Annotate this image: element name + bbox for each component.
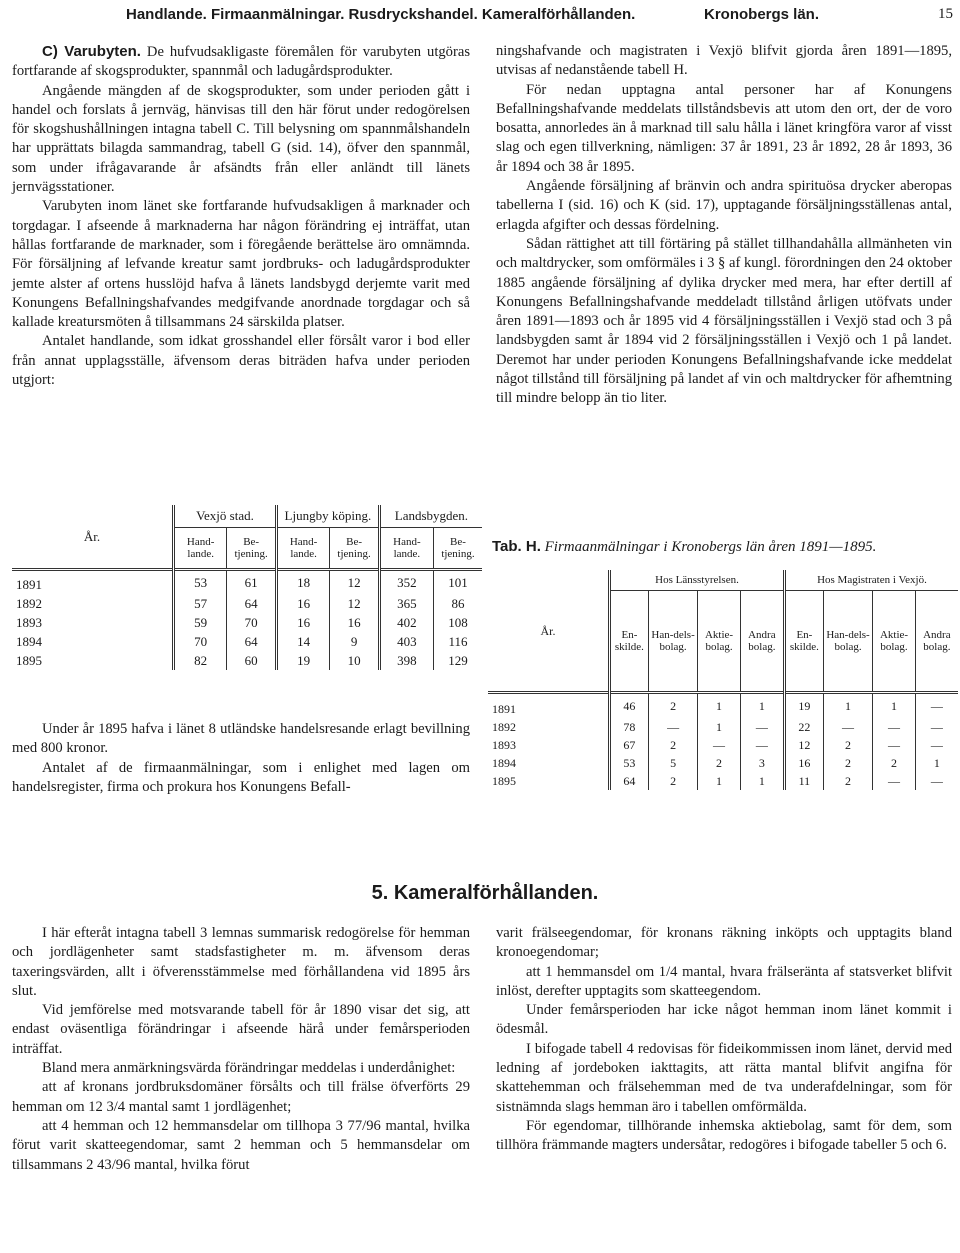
- table-sub-header: En-skilde.: [784, 591, 823, 693]
- table-row: [488, 693, 958, 719]
- table-row: [12, 613, 482, 632]
- section-title: 5. Kameralförhållanden.: [371, 882, 599, 904]
- table-sub-header: Hand-lande.: [174, 528, 227, 570]
- table-group-header: Ljungby köping.: [276, 505, 379, 528]
- table-year-cell: 1894: [16, 633, 42, 649]
- table-sub-header: Andra bolag.: [740, 591, 784, 693]
- table-cell: 70: [227, 613, 277, 632]
- table-sub-header: Andra bolag.: [915, 591, 958, 693]
- table-cell: 12: [784, 736, 823, 754]
- table-group-header: Landsbygden.: [379, 505, 482, 528]
- table-cell: 64: [227, 594, 277, 613]
- paragraph: Antalet af de firmaanmälningar, som i enlighet med lagen om handelsregister, firma och prokura hos Konungens Befall-: [12, 759, 470, 795]
- table-cell: 1: [698, 718, 740, 736]
- table-cell: —: [915, 736, 958, 754]
- paragraph: varit frälseegendomar, för kronans räkning inköpts och upptagits bland kronoegendomar;: [496, 925, 952, 961]
- table-row: [12, 594, 482, 613]
- table-cell: —: [873, 718, 915, 736]
- table-year-header: År.: [488, 570, 610, 693]
- table-cell: 116: [433, 632, 482, 651]
- table-cell: 129: [433, 651, 482, 670]
- table-cell: 78: [610, 718, 649, 736]
- table-year-cell: 1894: [492, 755, 516, 770]
- table-year-cell: 1891: [488, 693, 610, 719]
- table-cell: 16: [330, 613, 380, 632]
- running-county: Kronobergs län.: [704, 6, 820, 23]
- paragraph: att 1 hemmansdel om 1/4 mantal, hvara frälseränta af statsverket blifvit inlöst, derefter upptagits som skatteegendom.: [496, 963, 952, 999]
- paragraph: att 4 hemman och 12 hemmansdelar om tillhopa 3 77/96 mantal, hvilka förut varit skatteegendomar, samt 2 hemman och 5 hemmansdelar om tillsammans 2 43/96 mantal, hvilka förut: [12, 1117, 470, 1173]
- table-cell: 57: [174, 594, 227, 613]
- paragraph: Antalet handlande, som idkat grosshandel eller försålt varor i bod eller från annat upplagsställe, äfvensom deras biträden hafva under perioden utgjort:: [12, 333, 470, 389]
- table-cell: 352: [379, 570, 433, 595]
- table-cell: —: [740, 718, 784, 736]
- page-number: 15: [938, 6, 953, 22]
- table-label: Tab. H.: [492, 538, 541, 555]
- paragraph: Angående försäljning af bränvin och andra spirituösa drycker aberopas tabellerna I (sid. 16) och K (sid. 17), upptagande försäljningsställenas antal, erlagda afgifter och dessas fördelning.: [496, 178, 952, 233]
- section5-left-column: [12, 924, 470, 1175]
- table-cell: 403: [379, 632, 433, 651]
- table-cell: 12: [330, 570, 380, 595]
- right-column-top: [496, 42, 952, 409]
- firm-registrations-table: [488, 570, 958, 790]
- table-title: [492, 538, 960, 556]
- table-cell: 2: [873, 754, 915, 772]
- table-cell: 1: [740, 693, 784, 719]
- table-row: [488, 736, 958, 754]
- table-cell: 86: [433, 594, 482, 613]
- table-row: [12, 651, 482, 670]
- table-cell: 64: [610, 772, 649, 790]
- table-cell: 402: [379, 613, 433, 632]
- table-cell: 2: [823, 736, 872, 754]
- paragraph: att af kronans jordbruksdomäner försålts och till frälse öfverförts 29 hemman om 12 3/4 mantal samt 1 jordlägenhet;: [12, 1079, 470, 1115]
- table-year-cell: 1895: [492, 773, 516, 788]
- table-sub-header: Aktie-bolag.: [698, 591, 740, 693]
- table-sub-header: Han-dels-bolag.: [648, 591, 697, 693]
- table-year-cell: 1892: [492, 719, 516, 734]
- table-cell: 53: [610, 754, 649, 772]
- table-caption: Firmaanmälningar i Kronobergs län åren 1891—1895.: [544, 539, 877, 555]
- table-cell: 11: [784, 772, 823, 790]
- table-year-header: År.: [12, 505, 174, 570]
- table-cell: —: [873, 772, 915, 790]
- table-cell: 3: [740, 754, 784, 772]
- table-cell: 2: [648, 736, 697, 754]
- table-row: [12, 632, 482, 651]
- table-sub-header: Hand-lande.: [379, 528, 433, 570]
- table-cell: 16: [276, 594, 329, 613]
- table-row: [488, 772, 958, 790]
- table-cell: 46: [610, 693, 649, 719]
- table-group-header: Hos Magistraten i Vexjö.: [784, 570, 958, 591]
- table-cell: 1: [915, 754, 958, 772]
- paragraph: I bifogade tabell 4 redovisas för fideikommissen inom länet, dervid med ledning af jordeboken iakttagits, att rätta mantal blifvit angifna för skattehemman och frälsehemman med de tva underafdelningar, som för sistnämnda slags hemman äro i tabellen omförmälda.: [496, 1040, 952, 1115]
- table-cell: 1: [740, 772, 784, 790]
- table-cell: 1: [698, 693, 740, 719]
- table-cell: 61: [227, 570, 277, 595]
- table-year-cell: 1893: [16, 614, 42, 630]
- table-cell: 70: [174, 632, 227, 651]
- table-cell: —: [740, 736, 784, 754]
- table-cell: 53: [174, 570, 227, 595]
- table-group-header: Vexjö stad.: [174, 505, 277, 528]
- paragraph: För egendomar, tillhörande inhemska aktiebolag, samt för dem, som tillhöra främmande magters undersåtar, redogöres i bifogade tabeller 5 och 6.: [496, 1117, 952, 1154]
- table-year-cell: 1893: [492, 737, 516, 752]
- table-cell: 16: [276, 613, 329, 632]
- running-title: Handlande. Firmaanmälningar. Rusdryckshandel. Kameralförhållanden.: [126, 6, 636, 23]
- table-cell: 2: [823, 772, 872, 790]
- table-year-cell: 1895: [16, 652, 42, 668]
- page-header: [0, 2, 960, 28]
- table-cell: 1: [873, 693, 915, 719]
- table-cell: 1: [698, 772, 740, 790]
- table-cell: —: [873, 736, 915, 754]
- section5-right-column: [496, 924, 952, 1156]
- table-sub-header: Han-dels-bolag.: [823, 591, 872, 693]
- table-cell: 2: [823, 754, 872, 772]
- table-cell: 365: [379, 594, 433, 613]
- paragraph: Sådan rättighet att till förtäring på stället tillhandahålla allmänheten vin och maltdrycker, som omförmäles i 3 § af kungl. förordningen den 24 oktober 1885 angående försäljning af dylika drycker med mera, har efter dertill af Konungens Befallningshafvande meddeladt tillstånd årligen utöfvats under åren 1891—1893 och år 1895 vid 4 försäljningsställen i Vexjö stad och 3 på landsbygden samt år 1894 vid 2 försäljningsställen i Vexjö och 1 på landet. Deremot har under perioden Konungens Befallningshafvande icke meddelat något tillstånd till försäljning på landet af vin och maltdrycker för afhemtning till mindre belopp än tio liter.: [496, 235, 952, 407]
- table-cell: 2: [648, 693, 697, 719]
- table-cell: 2: [648, 772, 697, 790]
- table-row: [488, 754, 958, 772]
- table-cell: 108: [433, 613, 482, 632]
- paragraph: ningshafvande och magistraten i Vexjö blifvit gjorda åren 1891—1895, utvisas af nedanstående tabell H.: [496, 43, 952, 79]
- table-cell: 5: [648, 754, 697, 772]
- paragraph: Bland mera anmärkningsvärda förändringar meddelas i underdånighet:: [42, 1060, 456, 1077]
- table-cell: 398: [379, 651, 433, 670]
- table-cell: —: [823, 718, 872, 736]
- table-cell: —: [698, 736, 740, 754]
- paragraph: Angående mängden af de skogsprodukter, som under perioden gått i handel och forslats å jernväg, hänvisas till den här förut under redogörelsen för skogshushållningen intagna tabell C. Till belysning om spannmålshandeln har upprättats bilagda sammandrag, tabell G (sid. 14), öfver den spannmål, som under ifrågavarande år afsändts från eller anländt till länets jernvägsstationer.: [12, 82, 470, 196]
- table-cell: 67: [610, 736, 649, 754]
- table-cell: 12: [330, 594, 380, 613]
- table-sub-header: Be-tjening.: [227, 528, 277, 570]
- merchants-table: [12, 505, 482, 670]
- table-cell: 59: [174, 613, 227, 632]
- table-cell: 60: [227, 651, 277, 670]
- table-sub-header: Hand-lande.: [276, 528, 329, 570]
- table-sub-header: Be-tjening.: [433, 528, 482, 570]
- table-cell: 82: [174, 651, 227, 670]
- paragraph: De hufvudsakligaste föremålen för varubyten utgöras fortfarande af skogsprodukter, spannmål och ladugårdsprodukter.: [12, 44, 470, 80]
- table-cell: 22: [784, 718, 823, 736]
- paragraph: Under år 1895 hafva i länet 8 utländske handelsresande erlagt bevillning med 800 kronor.: [12, 721, 470, 757]
- table-cell: 9: [330, 632, 380, 651]
- table-cell: 18: [276, 570, 329, 595]
- table-sub-header: Be-tjening.: [330, 528, 380, 570]
- paragraph: Varubyten inom länet ske fortfarande hufvudsakligen å marknader och torgdagar. I afseende å marknaderna har någon förändring ej inträffat, utan hållas fortfarande de marknader, som i föregående berättelse äro omnämnda. För försäljning af lefvande kreatur samt jordbruks- och ladugårdsprodukter jemte alster af ortens husslöjd hafva å länets landsbygd derjemte varit med Konungens Befallningshafvandes medgifvande anordnade torgdagar och så kallade kreatursmöten å tillsammans 24 särskilda platser.: [12, 198, 470, 331]
- paragraph: I här efteråt intagna tabell 3 lemnas summarisk redogörelse för hemman och jordlägenheter samt stadsfastigheter m. m. äfvensom deras taxeringsvärden, allt i öfverensstämmelse med förhållandena vid 1895 års slut.: [12, 925, 470, 999]
- left-column-middle: [12, 720, 470, 797]
- table-cell: 64: [227, 632, 277, 651]
- table-cell: 1: [823, 693, 872, 719]
- left-column-top: [12, 42, 470, 390]
- table-cell: 14: [276, 632, 329, 651]
- table-cell: 101: [433, 570, 482, 595]
- section-heading: C) Varubyten.: [42, 43, 141, 60]
- table-cell: 19: [276, 651, 329, 670]
- table-sub-header: Aktie-bolag.: [873, 591, 915, 693]
- table-year-cell: 1892: [16, 595, 42, 611]
- table-cell: —: [915, 718, 958, 736]
- table-row: [12, 570, 482, 595]
- table-sub-header: En-skilde.: [610, 591, 649, 693]
- table-cell: —: [915, 772, 958, 790]
- table-group-header: Hos Länsstyrelsen.: [610, 570, 785, 591]
- table-cell: 10: [330, 651, 380, 670]
- table-year-cell: 1891: [12, 570, 174, 595]
- table-cell: 16: [784, 754, 823, 772]
- table-cell: —: [915, 693, 958, 719]
- paragraph: För nedan upptagna antal personer har af Konungens Befallningshafvande meddelats tillståndsbevis att utom den ort, der de voro bosatta, annorledes än å marknad till salu hålla i länet kringföra varor af visst slag och egen tillverkning, nämligen: 37 år 1891, 23 år 1892, 28 år 1893, 36 år 1894 och 38 år 1895.: [496, 81, 952, 175]
- table-cell: 2: [698, 754, 740, 772]
- table-cell: —: [648, 718, 697, 736]
- paragraph: Vid jemförelse med motsvarande tabell för år 1890 visar det sig, att endast oväsentliga förändringar i afseende härå under femårsperioden inträffat.: [12, 1002, 470, 1057]
- table-cell: 19: [784, 693, 823, 719]
- table-row: [488, 718, 958, 736]
- paragraph: Under femårsperioden har icke något hemman inom länet kommit i ödesmål.: [496, 1002, 952, 1038]
